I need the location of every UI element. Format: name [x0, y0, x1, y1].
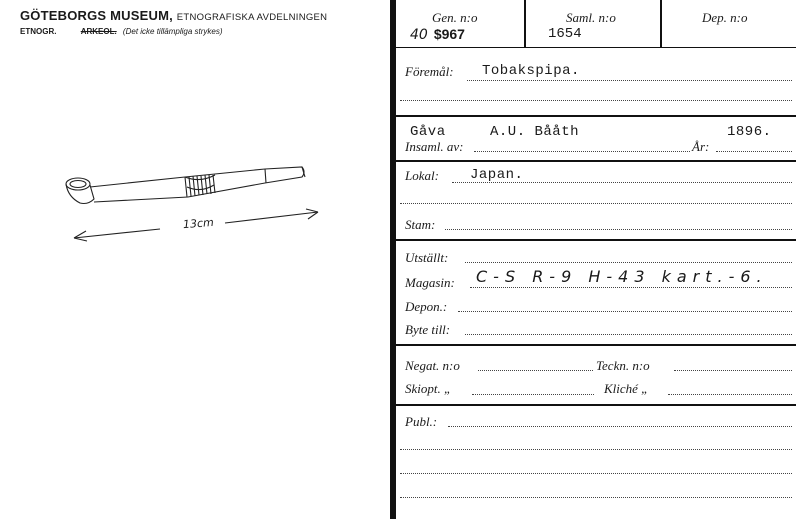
measure-label: 13cm — [182, 215, 215, 232]
foremal-value: Tobakspipa. — [482, 63, 580, 79]
dep-label: Dep. n:o — [702, 10, 748, 25]
section-divider — [396, 344, 796, 346]
saml-value: 1654 — [548, 26, 582, 42]
section-divider — [396, 160, 796, 162]
gava-value: Gåva — [410, 124, 446, 140]
strike-note: (Det icke tillämpliga strykes) — [122, 27, 223, 36]
stam-label: Stam: — [405, 217, 436, 232]
publ-line-2 — [400, 449, 792, 450]
column-divider — [660, 0, 662, 48]
number-row — [396, 0, 796, 48]
publ-line-3 — [400, 473, 792, 474]
publ-label: Publ.: — [405, 414, 438, 429]
department-name: ETNOGRAFISKA AVDELNINGEN — [176, 12, 328, 23]
insaml-label: Insaml. av: — [405, 139, 464, 154]
lokal-line-2 — [400, 203, 792, 204]
magasin-label: Magasin: — [405, 275, 455, 290]
depon-label: Depon.: — [405, 299, 448, 314]
gen-value — [410, 26, 465, 43]
ar-line — [716, 151, 792, 152]
section-divider — [396, 404, 796, 406]
ar-label: År: — [692, 139, 710, 154]
lokal-line — [452, 182, 792, 183]
lokal-label: Lokal: — [405, 168, 439, 183]
byte-line — [465, 334, 792, 335]
kliche-line — [668, 394, 792, 395]
kliche-label: Kliché „ — [604, 381, 649, 396]
museum-header — [20, 8, 327, 23]
gen-value-printed: $967 — [433, 26, 465, 42]
utstallt-label: Utställt: — [405, 250, 449, 265]
card-border — [390, 0, 396, 519]
lokal-value: Japan. — [470, 167, 524, 183]
year-value: 1896. — [727, 124, 772, 140]
foremal-line — [467, 80, 792, 81]
donor-value: A.U. Bååth — [490, 124, 580, 140]
insaml-line — [474, 151, 690, 152]
section-divider — [396, 115, 796, 117]
foremal-line-2 — [400, 100, 792, 101]
gen-value-handwritten: 40 — [410, 27, 428, 43]
magasin-value: C-S R-9 H-43 kart.-6. — [476, 267, 768, 286]
etnogr-label: ETNOGR. — [20, 27, 57, 36]
museum-name: GÖTEBORGS MUSEUM, — [20, 8, 173, 23]
pipe-drawing — [60, 155, 330, 250]
saml-label: Saml. n:o — [566, 10, 616, 25]
teckn-line — [674, 370, 792, 371]
utstallt-line — [465, 262, 792, 263]
section-divider — [396, 239, 796, 241]
stam-line — [445, 229, 792, 230]
gen-label: Gen. n:o — [432, 10, 478, 25]
magasin-line — [470, 287, 792, 288]
column-divider — [524, 0, 526, 48]
arkeol-label: ARKEOL. — [80, 27, 117, 36]
category-line — [20, 27, 223, 36]
negat-label: Negat. n:o — [405, 358, 460, 373]
skiopt-line — [472, 394, 594, 395]
teckn-label: Teckn. n:o — [596, 358, 650, 373]
publ-line — [448, 426, 792, 427]
byte-label: Byte till: — [405, 322, 451, 337]
skiopt-label: Skiopt. „ — [405, 381, 452, 396]
foremal-label: Föremål: — [405, 64, 454, 79]
depon-line — [458, 311, 792, 312]
publ-line-4 — [400, 497, 792, 498]
negat-line — [478, 370, 593, 371]
